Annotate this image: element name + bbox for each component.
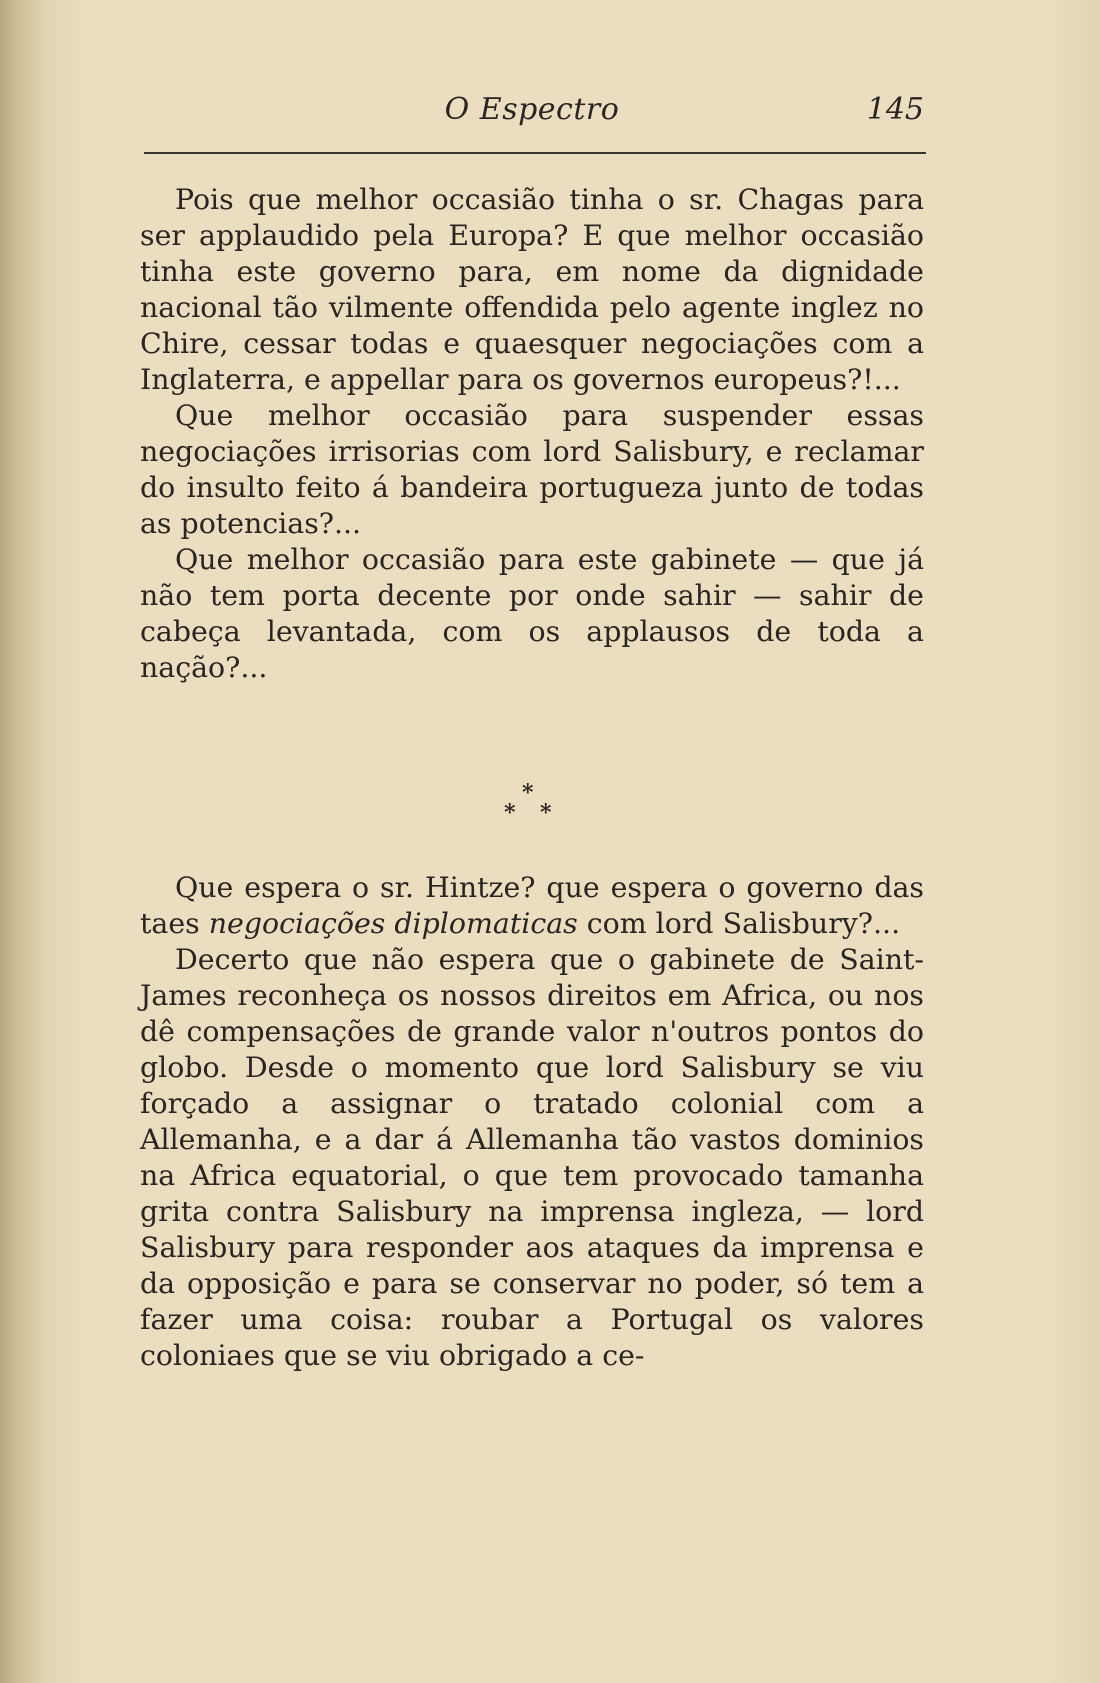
text-section-1 (140, 182, 924, 686)
paragraph: Pois que melhor occasião tinha o sr. Chagas para ser applaudido pela Europa? E que melhor occasião tinha este governo para, em nome da dignidade nacional tão vilmente offendida pelo agente inglez no Chire, cessar todas e quaesquer negociações com a Inglaterra, e appellar para os governos europeus?!... (140, 183, 924, 396)
section-break-asterism (490, 780, 570, 830)
page-header (140, 92, 924, 136)
text-section-2 (140, 870, 924, 1374)
paragraph-text: com lord Salisbury?... (577, 907, 901, 940)
paragraph (140, 870, 924, 942)
paragraph: Que melhor occasião para este gabinete — que já não tem porta decente por onde sahir — sahir de cabeça levantada, com os applausos de toda a nação?... (140, 543, 924, 684)
paragraph: Decerto que não espera que o gabinete de Saint-James reconheça os nossos direitos em Africa, ou nos dê compensações de grande valor n'outros pontos do globo. Desde o momento que lord Salisbury se viu forçado a assignar o tratado colonial com a Allemanha, e a dar á Allemanha tão vastos dominios na Africa equatorial, o que tem provocado tamanha grita contra Salisbury na imprensa ingleza, — lord Salisbury para responder aos ataques da imprensa e da opposição e para se conservar no poder, só tem a fazer uma coisa: roubar a Portugal os valores coloniaes que se viu obrigado a ce- (140, 943, 924, 1372)
asterisk: * (504, 800, 516, 826)
paragraph-text: Que espera o sr. Hintze? que espera o governo das taes (140, 871, 924, 940)
header-rule (144, 152, 926, 154)
asterisk: * (522, 780, 534, 806)
asterisk: * (540, 800, 552, 826)
running-title: O Espectro (444, 92, 620, 127)
page-number: 145 (866, 92, 924, 127)
italic-phrase: negociações diplomaticas (208, 907, 578, 940)
paragraph: Que melhor occasião para suspender essas negociações irrisorias com lord Salisbury, e reclamar do insulto feito á bandeira portugueza junto de todas as potencias?... (140, 399, 924, 540)
